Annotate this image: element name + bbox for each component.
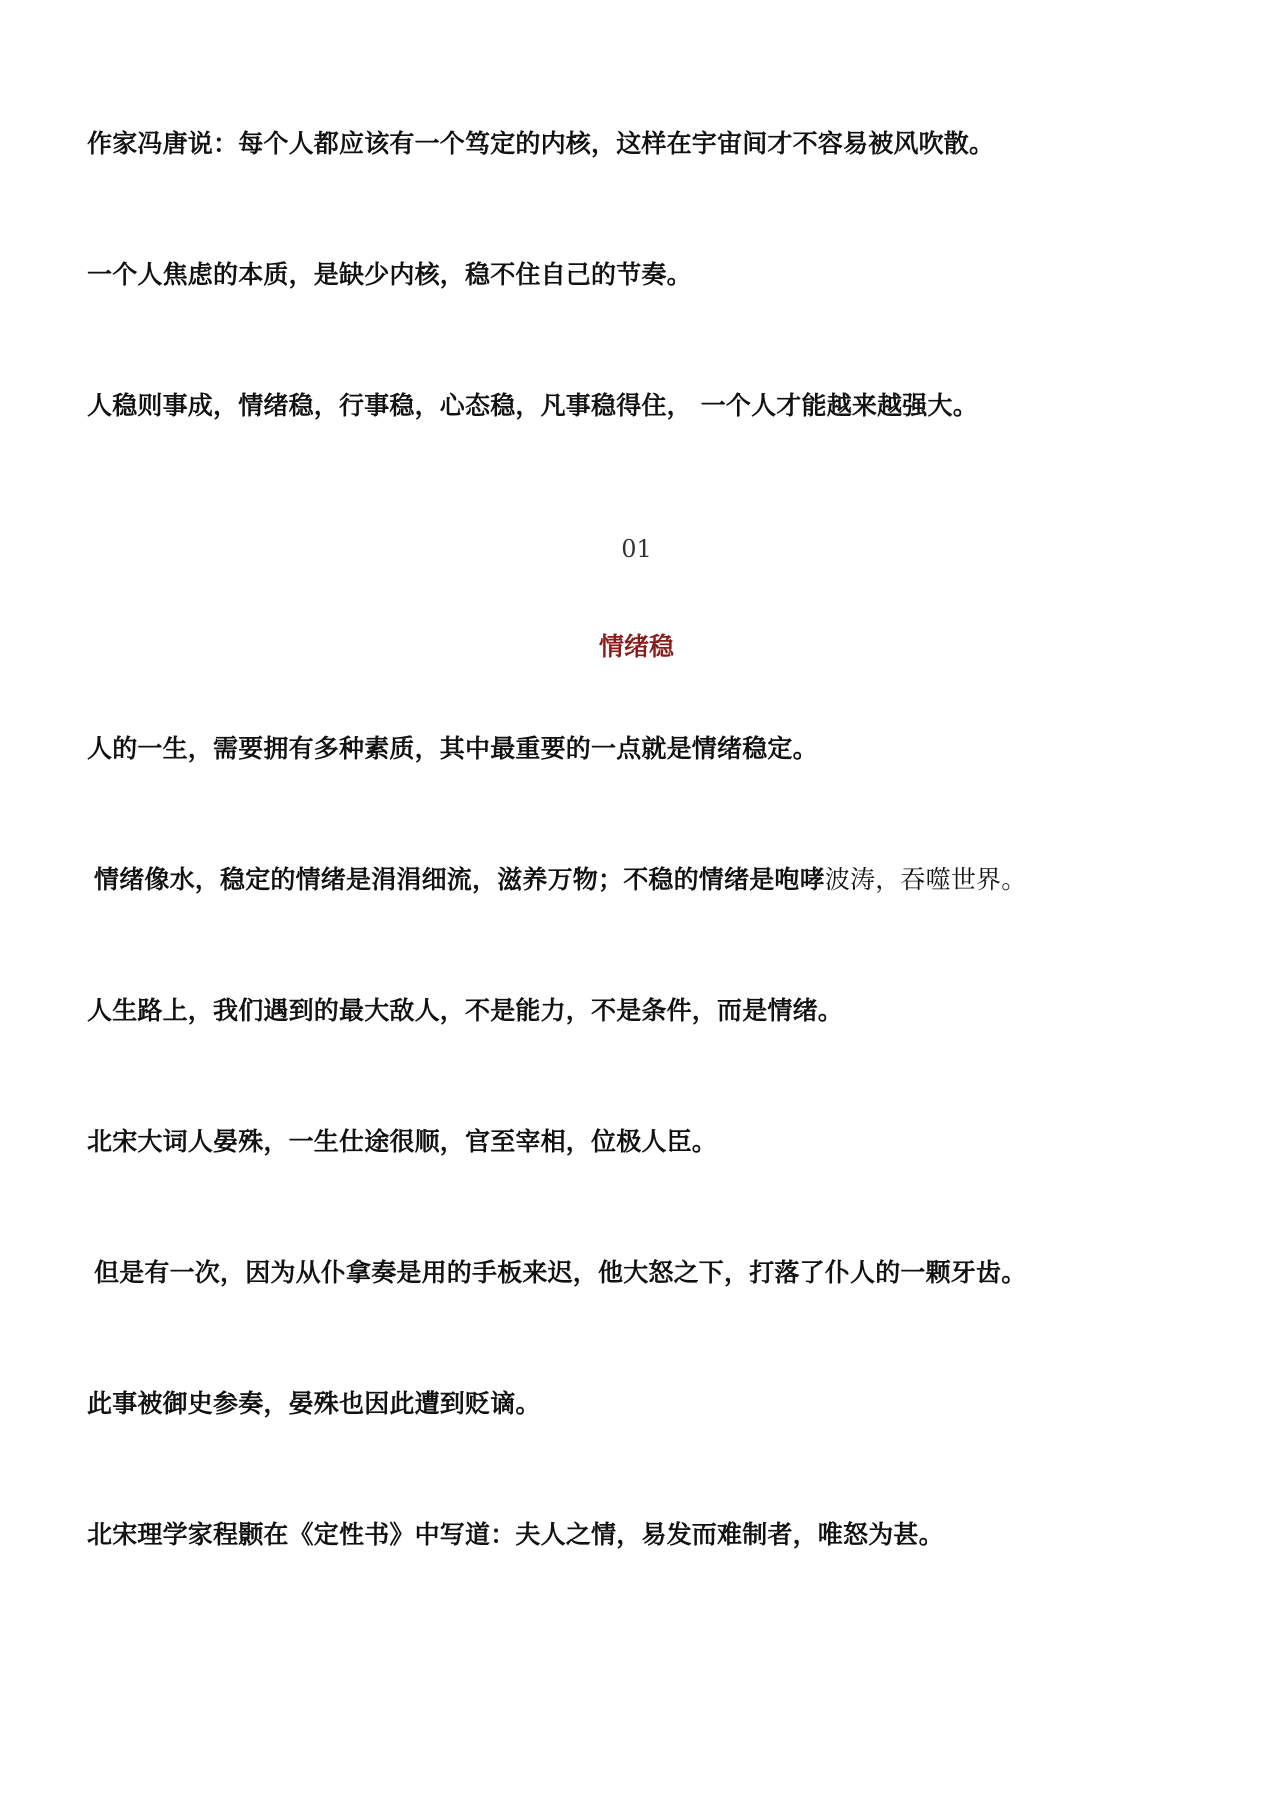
body-paragraph-2-bold: 情绪像水，稳定的情绪是涓涓细流，滋养万物；不稳的情绪是咆哮 [94,865,825,894]
body-paragraph-2 [94,863,1026,897]
body-paragraph-3: 人生路上，我们遇到的最大敌人，不是能力，不是条件，而是情绪。 [87,996,844,1025]
section-number: 01 [621,535,652,563]
body-paragraph-6: 此事被御史参奏，晏殊也因此遭到贬谪。 [87,1389,541,1418]
body-paragraph-1: 人的一生，需要拥有多种素质，其中最重要的一点就是情绪稳定。 [87,734,818,763]
body-paragraph-4: 北宋大词人晏殊，一生仕途很顺，官至宰相，位极人臣。 [87,1127,718,1156]
intro-paragraph-1: 作家冯唐说：每个人都应该有一个笃定的内核，这样在宇宙间才不容易被风吹散。 [87,129,995,158]
body-paragraph-2-light: 波涛，吞噬世界。 [824,865,1027,894]
body-paragraph-5: 但是有一次，因为从仆拿奏是用的手板来迟，他大怒之下，打落了仆人的一颗牙齿。 [94,1258,1027,1287]
intro-paragraph-2: 一个人焦虑的本质，是缺少内核，稳不住自己的节奏。 [87,260,692,289]
section-title: 情绪稳 [598,632,674,661]
intro-paragraph-3: 人稳则事成，情绪稳，行事稳，心态稳，凡事稳得住， 一个人才能越来越强大。 [87,391,978,420]
body-paragraph-7: 北宋理学家程颢在《定性书》中写道：夫人之情，易发而难制者，唯怒为甚。 [87,1520,944,1549]
